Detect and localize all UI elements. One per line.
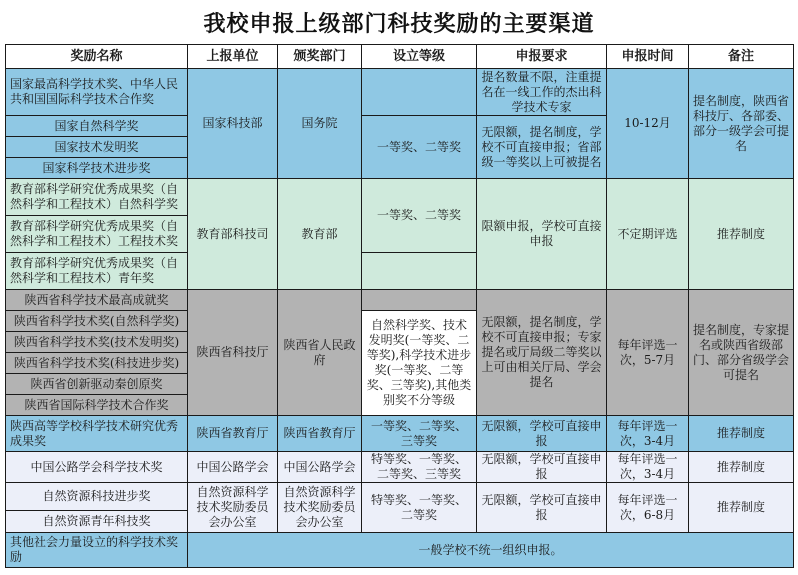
header-issuing-dept: 颁奖部门 xyxy=(278,45,362,69)
issuing-dept: 陕西省教育厅 xyxy=(278,416,362,452)
award-name: 自然资源科技进步奖 xyxy=(6,483,188,511)
award-name: 国家技术发明奖 xyxy=(6,137,188,158)
issuing-dept: 教育部 xyxy=(278,179,362,290)
table-row xyxy=(6,483,794,511)
levels: 特等奖、一等奖、二等奖 xyxy=(362,483,477,533)
requirement: 限额申报，学校可直接申报 xyxy=(477,179,607,290)
note: 推荐制度 xyxy=(689,483,794,533)
header-notes: 备注 xyxy=(689,45,794,69)
issuing-dept: 中国公路学会 xyxy=(278,452,362,483)
header-requirements: 申报要求 xyxy=(477,45,607,69)
award-name: 自然资源青年科技奖 xyxy=(6,511,188,533)
award-name: 中国公路学会科学技术奖 xyxy=(6,452,188,483)
requirement: 提名数量不限，注重提名在一线工作的杰出科学技术专家 xyxy=(477,69,607,116)
level-empty xyxy=(362,253,477,290)
award-name: 国家自然科学奖 xyxy=(6,116,188,137)
award-name: 陕西省创新驱动秦创原奖 xyxy=(6,374,188,395)
note: 提名制度，专家提名或陕西省级部门、部分省级学会可提名 xyxy=(689,290,794,416)
award-name: 陕西省科学技术最高成就奖 xyxy=(6,290,188,311)
note: 推荐制度 xyxy=(689,452,794,483)
note: 提名制度，陕西省科技厅、各部委、部分一级学会可提名 xyxy=(689,69,794,179)
table-row xyxy=(6,452,794,483)
award-name: 陕西省国际科学技术合作奖 xyxy=(6,395,188,416)
award-name: 陕西省科学技术奖(技术发明奖) xyxy=(6,332,188,353)
award-name: 国家最高科学技术奖、中华人民共和国国际科学技术合作奖 xyxy=(6,69,188,116)
header-award-name: 奖励名称 xyxy=(6,45,188,69)
requirement: 无限额，学校可直接申报 xyxy=(477,416,607,452)
award-name: 其他社会力量设立的科学技术奖励 xyxy=(6,533,188,568)
report-unit: 中国公路学会 xyxy=(188,452,278,483)
report-unit: 国家科技部 xyxy=(188,69,278,179)
issuing-dept: 国务院 xyxy=(278,69,362,179)
requirement: 无限额，学校可直接申报 xyxy=(477,483,607,533)
report-time: 每年评选一次，3-4月 xyxy=(607,416,689,452)
level-empty xyxy=(362,69,477,116)
header-report-time: 申报时间 xyxy=(607,45,689,69)
report-time: 每年评选一次，5-7月 xyxy=(607,290,689,416)
issuing-dept: 陕西省人民政府 xyxy=(278,290,362,416)
awards-table xyxy=(5,44,794,568)
award-name: 国家科学技术进步奖 xyxy=(6,158,188,179)
award-name: 陕西省科学技术奖(自然科学奖) xyxy=(6,311,188,332)
report-time: 每年评选一次，6-8月 xyxy=(607,483,689,533)
table-row xyxy=(6,533,794,568)
report-unit: 教育部科技司 xyxy=(188,179,278,290)
report-time: 不定期评选 xyxy=(607,179,689,290)
award-name: 教育部科学研究优秀成果奖（自然科学和工程技术）青年奖 xyxy=(6,253,188,290)
report-unit: 自然资源科学技术奖励委员会办公室 xyxy=(188,483,278,533)
levels: 一等奖、二等奖、三等奖 xyxy=(362,416,477,452)
note: 推荐制度 xyxy=(689,416,794,452)
award-name: 陕西高等学校科学技术研究优秀成果奖 xyxy=(6,416,188,452)
award-name: 教育部科学研究优秀成果奖（自然科学和工程技术）工程技术奖 xyxy=(6,216,188,253)
award-name: 教育部科学研究优秀成果奖（自然科学和工程技术）自然科学奖 xyxy=(6,179,188,216)
levels: 自然科学奖、技术发明奖(一等奖、二等奖),科学技术进步奖(一等奖、二等奖、三等奖),其他类别奖不分等级 xyxy=(362,311,477,416)
levels: 特等奖、一等奖、二等奖、三等奖 xyxy=(362,452,477,483)
levels: 一等奖、二等奖 xyxy=(362,179,477,253)
header-row xyxy=(6,45,794,69)
requirement: 无限额，学校可直接申报 xyxy=(477,452,607,483)
report-unit: 陕西省教育厅 xyxy=(188,416,278,452)
requirement: 无限额，提名制度，学校不可直接申报；专家提名或厅局级二等奖以上可由相关厅局、学会提名 xyxy=(477,290,607,416)
header-report-unit: 上报单位 xyxy=(188,45,278,69)
level-empty xyxy=(362,290,477,311)
report-time: 每年评选一次，3-4月 xyxy=(607,452,689,483)
table-row xyxy=(6,416,794,452)
issuing-dept: 自然资源科学技术奖励委员会办公室 xyxy=(278,483,362,533)
header-levels: 设立等级 xyxy=(362,45,477,69)
table-row xyxy=(6,179,794,216)
requirement: 一般学校不统一组织申报。 xyxy=(188,533,794,568)
award-name: 陕西省科学技术奖(科技进步奖) xyxy=(6,353,188,374)
report-unit: 陕西省科技厅 xyxy=(188,290,278,416)
table-row xyxy=(6,69,794,116)
requirement: 无限额，提名制度，学校不可直接申报；省部级一等奖以上可被提名 xyxy=(477,116,607,179)
levels: 一等奖、二等奖 xyxy=(362,116,477,179)
table-row xyxy=(6,290,794,311)
note: 推荐制度 xyxy=(689,179,794,290)
report-time: 10-12月 xyxy=(607,69,689,179)
page-title: 我校申报上级部门科技奖励的主要渠道 xyxy=(203,10,595,37)
